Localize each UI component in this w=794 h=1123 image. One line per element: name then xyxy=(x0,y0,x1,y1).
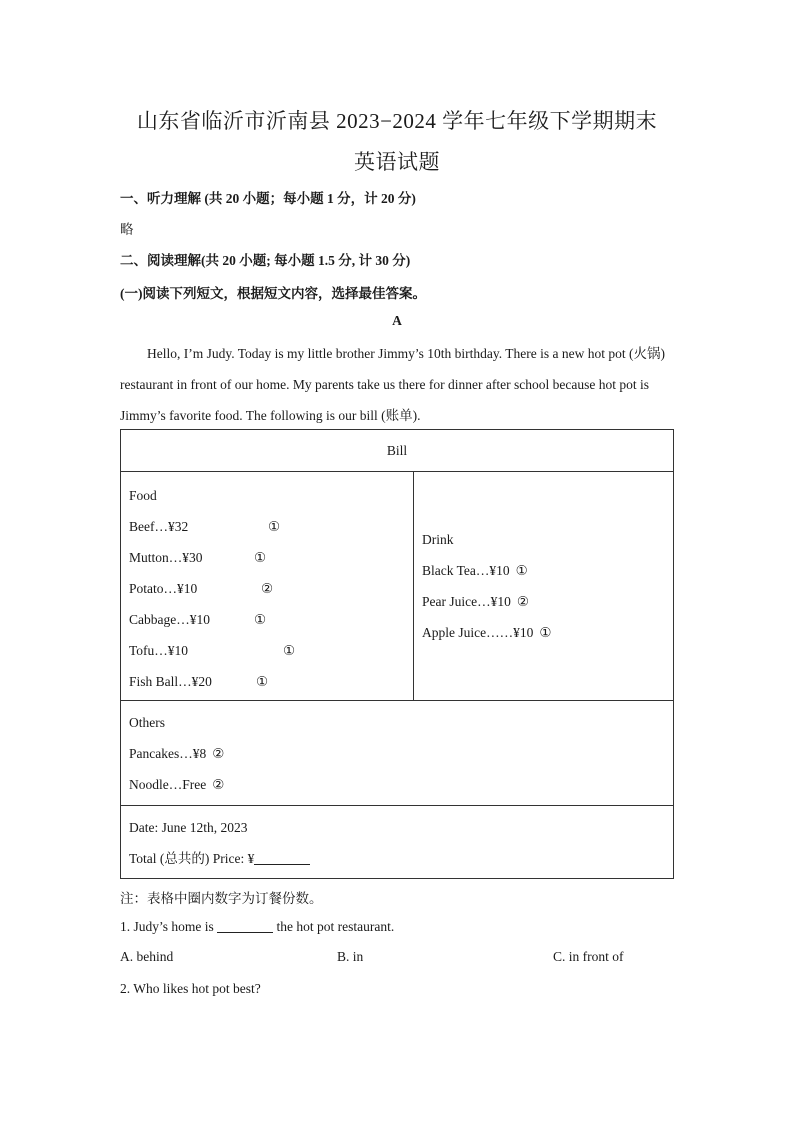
others-item: Pancakes…¥8 ② xyxy=(129,746,225,761)
quantity-mark: ① xyxy=(256,674,269,689)
drink-cell xyxy=(414,472,674,701)
exam-title: 山东省临沂市沂南县 2023−2024 学年七年级下学期期末 xyxy=(136,109,658,133)
drink-item: Black Tea…¥10 ① xyxy=(422,563,528,578)
food-item: Beef…¥32 ① xyxy=(121,511,413,542)
bill-table xyxy=(120,429,674,879)
quantity-mark: ① xyxy=(515,563,528,578)
drink-item: Apple Juice……¥10 ① xyxy=(422,625,552,640)
section2-heading: 二、阅读理解(共 20 小题; 每小题 1.5 分, 计 30 分) xyxy=(120,253,411,268)
food-label: Food xyxy=(129,488,157,503)
drink-item: Pear Juice…¥10 ② xyxy=(422,594,529,609)
passage-label: A xyxy=(392,313,402,328)
section1-note: 略 xyxy=(120,222,134,237)
quantity-mark: ② xyxy=(261,581,274,596)
food-item: Potato…¥10 ② xyxy=(121,573,413,604)
quantity-mark: ① xyxy=(268,519,281,534)
bill-date: Date: June 12th, 2023 xyxy=(129,820,248,835)
answer-blank xyxy=(254,850,310,865)
food-item: Cabbage…¥10 ① xyxy=(121,604,413,635)
question-2: 2. Who likes hot pot best? xyxy=(120,981,261,996)
food-item: Tofu…¥10 ① xyxy=(121,635,413,666)
answer-blank xyxy=(217,918,273,933)
others-cell xyxy=(121,701,674,806)
quantity-mark: ② xyxy=(212,777,225,792)
quantity-mark: ② xyxy=(516,594,529,609)
others-item: Noodle…Free ② xyxy=(129,777,225,792)
exam-subject: 英语试题 xyxy=(354,150,440,174)
quantity-mark: ② xyxy=(212,746,225,761)
quantity-mark: ① xyxy=(283,643,296,658)
food-item: Mutton…¥30 ① xyxy=(121,542,413,573)
quantity-mark: ① xyxy=(539,625,552,640)
table-note: 注：表格中圈内数字为订餐份数。 xyxy=(120,891,323,906)
food-cell xyxy=(121,472,414,701)
bill-header: Bill xyxy=(121,430,674,472)
date-cell xyxy=(121,806,674,879)
question-1: 1. Judy’s home is the hot pot restaurant. xyxy=(120,919,395,934)
bill-total: Total (总共的) Price: ¥ xyxy=(121,843,673,874)
quantity-mark: ① xyxy=(254,612,267,627)
passage-text: Hello, I’m Judy. Today is my little brother Jimmy’s 10th birthday. There is a new hot pot (火锅) restaurant in front of our home. My parents take us there for dinner after school because hot pot is Jimmy’s favorite food. The following is our bill (账单). xyxy=(120,346,665,423)
food-item: Fish Ball…¥20 ① xyxy=(121,666,413,697)
quantity-mark: ① xyxy=(254,550,267,565)
drink-label: Drink xyxy=(422,532,454,547)
option-a: A. behind xyxy=(120,949,174,964)
section1-heading: 一、听力理解 (共 20 小题；每小题 1 分，计 20 分) xyxy=(120,191,416,206)
section2-instruction: (一)阅读下列短文，根据短文内容，选择最佳答案。 xyxy=(120,286,426,301)
option-b: B. in xyxy=(337,949,364,964)
others-label: Others xyxy=(129,715,165,730)
option-c: C. in front of xyxy=(553,949,624,964)
